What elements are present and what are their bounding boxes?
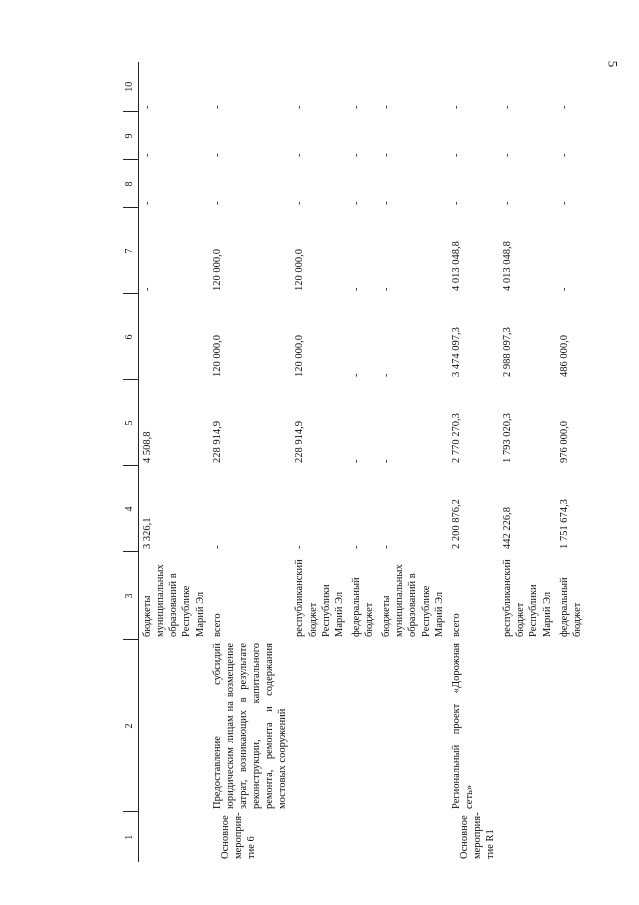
table-row [348, 62, 378, 862]
table-cell-c4: 1 751 674,3 [558, 499, 570, 549]
table-cell-c1 [139, 812, 209, 862]
table-cell-c8: - [558, 201, 570, 205]
table-row [556, 62, 586, 862]
table-cell-c2: Предоставление субсидий юридическим лицам на возмещение затрат, возникающих в результате реконструкции, капитального ремонта, ремонта и содержания мостовых сооружений [211, 643, 289, 809]
table-cell-c1 [556, 812, 586, 862]
table-cell-c3: бюджеты муниципальных образований в Республике Марий Эл [142, 564, 206, 637]
column-header: 1 [123, 812, 139, 862]
table-cell-c7: 4 013 048,8 [450, 241, 462, 291]
header-row [123, 62, 139, 862]
table-cell-c2 [139, 640, 209, 812]
table-cell-c2 [291, 640, 348, 812]
rotated-table-sheet [123, 62, 633, 862]
table-cell-c10: - [558, 105, 570, 109]
table-row [499, 62, 556, 862]
table-cell-c4: - [211, 545, 223, 549]
table-cell-c2 [378, 640, 448, 812]
column-header: 8 [123, 160, 139, 208]
table-cell-c4: - [350, 545, 362, 549]
table-cell-c9: - [558, 153, 570, 157]
table-cell-c7: 120 000,0 [294, 249, 306, 291]
column-header: 2 [123, 640, 139, 812]
table-cell-c8: - [142, 201, 153, 205]
table-cell-c1: Основное мероприя-тие 6 [219, 812, 257, 859]
table-cell-c7: 4 013 048,8 [502, 241, 514, 291]
table-cell-c10: - [211, 105, 223, 109]
table-body [139, 62, 586, 862]
table-cell-c3: всего [211, 613, 223, 637]
table-cell-c7: - [350, 287, 362, 291]
page-number: 5 [604, 60, 620, 68]
table-cell-c4: 2 200 876,2 [450, 499, 462, 549]
table-cell-c5: 2 770 270,3 [450, 413, 462, 463]
table-cell-c8: - [381, 201, 393, 205]
table-cell-c9: - [294, 153, 306, 157]
table-cell-c10: - [142, 105, 153, 109]
table-cell-c1 [291, 812, 348, 862]
table-cell-c10: - [350, 105, 362, 109]
table-cell-c6: 486 000,0 [558, 335, 570, 377]
table-cell-c3: республиканский бюджет Республики Марий Эл [502, 559, 553, 637]
table-cell-c7: - [381, 287, 393, 291]
table-cell-c2 [348, 640, 378, 812]
table-cell-c4: 442 226,8 [502, 507, 514, 549]
table-cell-c9: - [450, 153, 462, 157]
table-cell-c2 [499, 640, 556, 812]
table-cell-c1 [348, 812, 378, 862]
column-header: 10 [123, 62, 139, 112]
budget-table [123, 62, 586, 862]
table-cell-c1 [378, 812, 448, 862]
table-row [291, 62, 348, 862]
table-row [378, 62, 448, 862]
table-cell-c9: - [502, 153, 514, 157]
table-cell-c6: - [381, 373, 393, 377]
table-row [139, 62, 209, 862]
table-cell-c4: 3 326,1 [142, 517, 153, 549]
table-cell-c2 [556, 640, 586, 812]
table-cell-c4: - [381, 545, 393, 549]
table-cell-c10: - [450, 105, 462, 109]
table-cell-c6: 120 000,0 [211, 335, 223, 377]
table-cell-c10: - [502, 105, 514, 109]
column-header: 6 [123, 294, 139, 380]
table-cell-c9: - [350, 153, 362, 157]
table-row [209, 62, 292, 862]
table-cell-c3: республиканский бюджет Республики Марий Эл [294, 559, 345, 637]
table-cell-c3: федеральный бюджет [350, 577, 375, 637]
table-cell-c3: федеральный бюджет [558, 577, 583, 637]
table-cell-c5: 1 793 020,3 [502, 413, 514, 463]
table-cell-c5: 4 508,8 [142, 431, 153, 463]
table-cell-c10: - [294, 105, 306, 109]
table-cell-c7: - [142, 287, 153, 291]
table-cell-c2: Региональный проект «Дорожная сеть» [450, 643, 475, 809]
table-cell-c3: бюджеты муниципальных образований в Республике Марий Эл [381, 564, 445, 637]
table-row [448, 62, 499, 862]
table-cell-c6: 3 474 097,3 [450, 327, 462, 377]
table-cell-c5: - [381, 459, 393, 463]
table-cell-c8: - [450, 201, 462, 205]
table-cell-c6: 2 988 097,3 [502, 327, 514, 377]
table-cell-c9: - [142, 153, 153, 157]
table-cell-c7: 120 000,0 [211, 249, 223, 291]
table-cell-c6: 120 000,0 [294, 335, 306, 377]
table-cell-c4: - [294, 545, 306, 549]
table-cell-c8: - [502, 201, 514, 205]
table-cell-c8: - [350, 201, 362, 205]
column-header: 4 [123, 466, 139, 552]
column-header: 9 [123, 112, 139, 160]
table-cell-c5: 976 000,0 [558, 421, 570, 463]
table-cell-c3: всего [450, 613, 462, 637]
column-header: 3 [123, 552, 139, 640]
column-header: 7 [123, 208, 139, 294]
table-cell-c7: - [558, 287, 570, 291]
table-cell-c6 [139, 294, 209, 380]
table-cell-c1 [499, 812, 556, 862]
table-cell-c5: 228 914,9 [211, 421, 223, 463]
table-cell-c6: - [350, 373, 362, 377]
table-cell-c10: - [381, 105, 393, 109]
table-cell-c9: - [211, 153, 223, 157]
table-cell-c8: - [211, 201, 223, 205]
table-cell-c1: Основное мероприя-тие R1 [458, 812, 496, 859]
table-cell-c8: - [294, 201, 306, 205]
table-cell-c5: - [350, 459, 362, 463]
column-header: 5 [123, 380, 139, 466]
table-cell-c5: 228 914,9 [294, 421, 306, 463]
table-cell-c9: - [381, 153, 393, 157]
